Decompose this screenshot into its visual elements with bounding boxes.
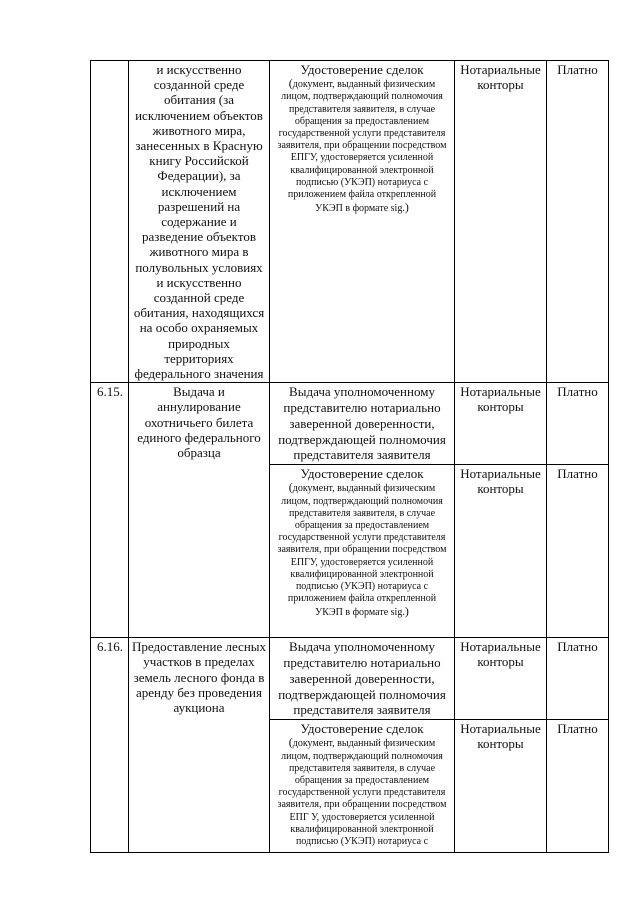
- fee: Платно: [547, 61, 609, 383]
- organization: Нотариальные конторы: [455, 638, 547, 720]
- action-note: документ, выданный физическим лицом, подтверждающий полномочия представителя заявителя, в случае обращения за предоставлением государственной услуги представителя заявителя, при обращении посредством ЕПГУ, удостоверяется усиленной квалифицированной электронной подписью (УКЭП) нотариуса с приложением файла открепленной УКЭП в формате sig.: [277, 483, 447, 619]
- services-table: [90, 60, 609, 853]
- table-row: [91, 383, 609, 465]
- action-text: Выдача уполномоченному представителю нотариально заверенной доверенности, подтверждающей полномочия представителя заявителя: [270, 638, 455, 720]
- action-title: Удостоверение сделок: [300, 466, 424, 482]
- service-name: Предоставление лесных участков в пределах земель лесного фонда в аренду без проведения аукциона: [129, 638, 270, 853]
- action-note: документ, выданный физическим лицом, подтверждающий полномочия представителя заявителя, в случае обращения за предоставлением государственной услуги представителя заявителя, при обращении посредством ЕПГ У, удостоверяется усиленной квалифицированной электронной подписью (УКЭП) нотариуса с: [277, 738, 447, 848]
- table-row: [91, 638, 609, 720]
- table-row: [91, 61, 609, 383]
- organization: Нотариальные конторы: [455, 383, 547, 465]
- row-number: 6.15.: [91, 383, 129, 638]
- action-cell: [270, 61, 455, 383]
- service-name: и искусственно созданной среде обитания (за исключением объектов животного мира, занесенных в Красную книгу Российской Федерации), за исключением разрешений на содержание и разведение объектов животного мира в полувольных условиях и искусственно созданной среде обитания, находящихся на особо охраняемых природных территориях федерального значения: [129, 61, 270, 383]
- organization: Нотариальные конторы: [455, 720, 547, 853]
- action-note: документ, выданный физическим лицом, подтверждающий полномочия представителя заявителя, в случае обращения за предоставлением государственной услуги представителя заявителя, при обращении посредством ЕПГУ, удостоверяется усиленной квалифицированной электронной подписью (УКЭП) нотариуса с приложением файла открепленной УКЭП в формате sig.: [277, 79, 447, 215]
- fee: Платно: [547, 720, 609, 853]
- organization: Нотариальные конторы: [455, 61, 547, 383]
- action-cell: [270, 720, 455, 853]
- fee: Платно: [547, 383, 609, 465]
- action-note-wrapper: (документ, выданный физическим лицом, подтверждающий полномочия представителя заявителя, в случае обращения за предоставлением государственной услуги представителя заявителя, при обращении посредством ЕПГ У, удостоверяется усиленной квалифицированной электронной подписью (УКЭП) нотариуса с: [277, 735, 447, 848]
- organization: Нотариальные конторы: [455, 465, 547, 638]
- action-cell: [270, 465, 455, 638]
- action-title: Удостоверение сделок: [300, 721, 424, 737]
- action-note-wrapper: (документ, выданный физическим лицом, подтверждающий полномочия представителя заявителя, в случае обращения за предоставлением государственной услуги представителя заявителя, при обращении посредством ЕПГУ, удостоверяется усиленной квалифицированной электронной подписью (УКЭП) нотариуса с приложением файла открепленной УКЭП в формате sig.): [277, 76, 447, 215]
- fee: Платно: [547, 638, 609, 720]
- row-number: 6.16.: [91, 638, 129, 853]
- action-text: Выдача уполномоченному представителю нотариально заверенной доверенности, подтверждающей полномочия представителя заявителя: [270, 383, 455, 465]
- action-title: Удостоверение сделок: [300, 62, 424, 77]
- row-number: [91, 61, 129, 383]
- service-name: Выдача и аннулирование охотничьего билета единого федерального образца: [129, 383, 270, 638]
- fee: Платно: [547, 465, 609, 638]
- action-note-wrapper: (документ, выданный физическим лицом, подтверждающий полномочия представителя заявителя, в случае обращения за предоставлением государственной услуги представителя заявителя, при обращении посредством ЕПГУ, удостоверяется усиленной квалифицированной электронной подписью (УКЭП) нотариуса с приложением файла открепленной УКЭП в формате sig.): [277, 480, 447, 619]
